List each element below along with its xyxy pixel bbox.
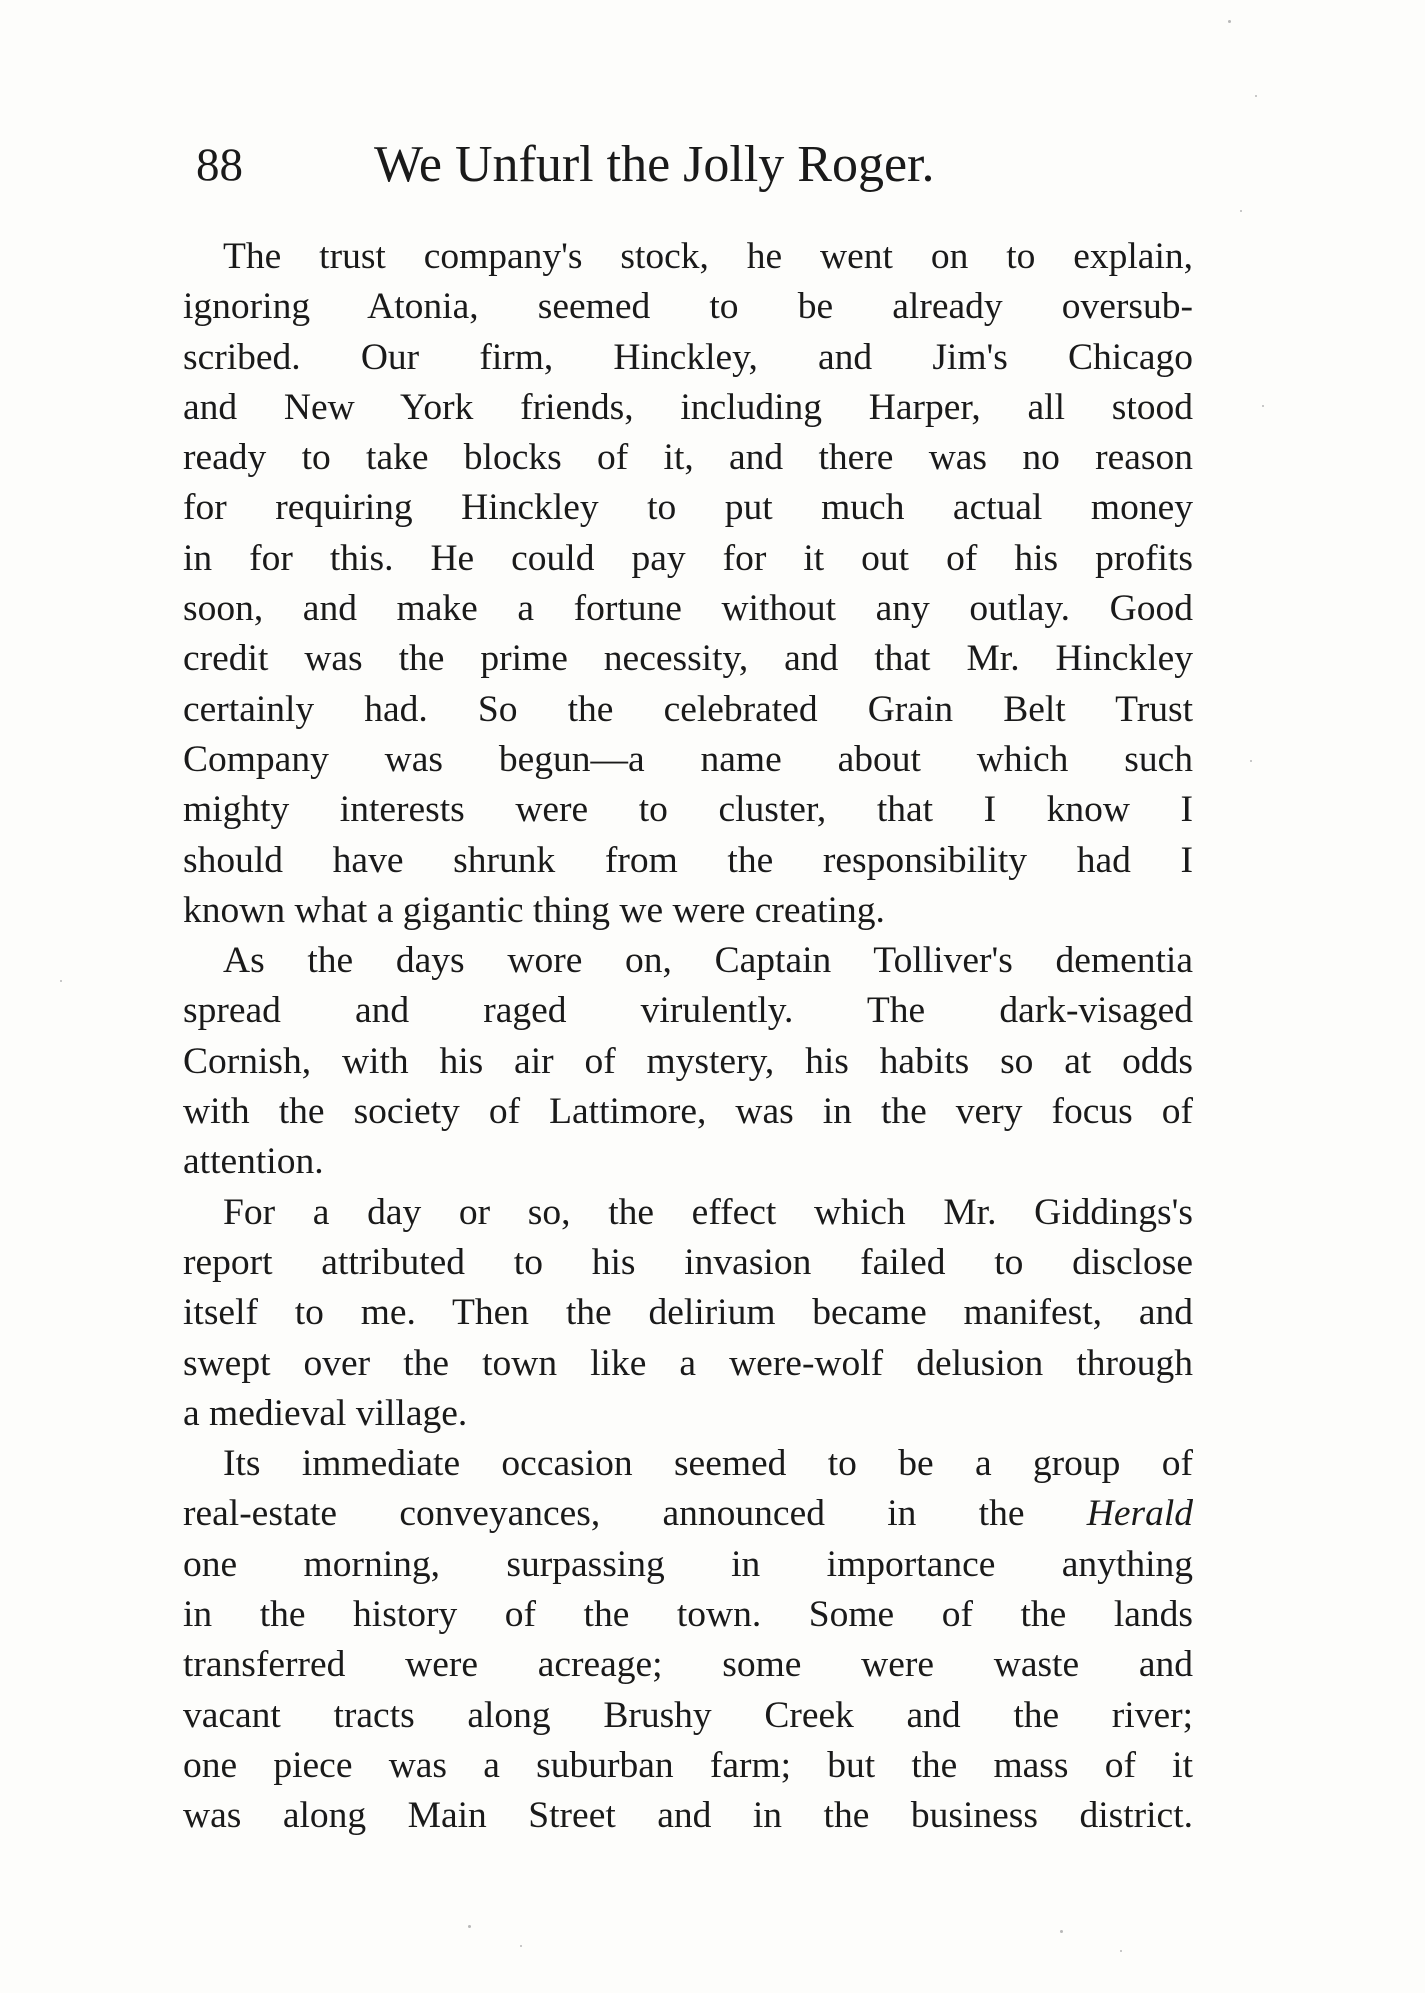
text-line: As the days wore on, Captain Tolliver's dementia bbox=[223, 940, 1193, 982]
scan-speck bbox=[1060, 1930, 1063, 1933]
text-line: one morning, surpassing in importance anything bbox=[183, 1543, 1193, 1585]
text-line: should have shrunk from the responsibility had I bbox=[183, 839, 1193, 881]
text-line: known what a gigantic thing we were creating. bbox=[183, 889, 885, 931]
text-line: and New York friends, including Harper, all stood bbox=[183, 386, 1193, 428]
text-line: report attributed to his invasion failed to disclose bbox=[183, 1241, 1193, 1283]
page-header bbox=[196, 130, 1196, 200]
text-line: Company was begun—a name about which such bbox=[183, 738, 1193, 780]
scan-speck bbox=[1120, 1950, 1122, 1952]
text-line-with-italic bbox=[183, 1489, 1193, 1539]
text-line: The trust company's stock, he went on to explain, bbox=[223, 236, 1193, 277]
text-line: was along Main Street and in the business district. bbox=[183, 1795, 1193, 1837]
scan-speck bbox=[520, 1945, 522, 1947]
scan-speck bbox=[60, 980, 62, 982]
text-line: in for this. He could pay for it out of his profits bbox=[183, 537, 1193, 579]
scan-speck bbox=[1262, 405, 1264, 407]
text-line: spread and raged virulently. The dark-visaged bbox=[183, 990, 1193, 1032]
text-line: one piece was a suburban farm; but the mass of it bbox=[183, 1744, 1193, 1786]
text-line: mighty interests were to cluster, that I know I bbox=[183, 789, 1193, 831]
text-line: in the history of the town. Some of the lands bbox=[183, 1594, 1193, 1636]
text-line: swept over the town like a were-wolf delusion through bbox=[183, 1342, 1193, 1384]
body-text bbox=[183, 232, 1193, 1842]
running-title: We Unfurl the Jolly Roger. bbox=[374, 136, 935, 193]
page-number: 88 bbox=[196, 139, 243, 191]
scan-speck bbox=[1228, 20, 1231, 23]
text-line: For a day or so, the effect which Mr. Giddings's bbox=[223, 1191, 1193, 1233]
text-line: transferred were acreage; some were waste and bbox=[183, 1644, 1193, 1686]
scan-speck bbox=[468, 1925, 471, 1928]
scan-speck bbox=[1255, 95, 1257, 97]
text-line: credit was the prime necessity, and that Mr. Hinckley bbox=[183, 638, 1193, 680]
paragraph-2 bbox=[183, 936, 1193, 1187]
text-line: itself to me. Then the delirium became manifest, and bbox=[183, 1292, 1193, 1334]
text-line: for requiring Hinckley to put much actual money bbox=[183, 487, 1193, 529]
text-line: a medieval village. bbox=[183, 1392, 468, 1434]
text-line: scribed. Our firm, Hinckley, and Jim's Chicago bbox=[183, 336, 1193, 378]
paragraph-4 bbox=[183, 1439, 1193, 1841]
text-line: certainly had. So the celebrated Grain Belt Trust bbox=[183, 688, 1193, 730]
text-line: Its immediate occasion seemed to be a group of bbox=[223, 1443, 1193, 1485]
text-line: attention. bbox=[183, 1141, 324, 1183]
scan-speck bbox=[1250, 760, 1252, 762]
text-line: Cornish, with his air of mystery, his habits so at odds bbox=[183, 1040, 1193, 1082]
text-fragment: real-estate conveyances, announced in the bbox=[183, 1493, 1087, 1535]
text-line: with the society of Lattimore, was in the very focus of bbox=[183, 1091, 1193, 1133]
paragraph-1 bbox=[183, 232, 1193, 936]
text-line: soon, and make a fortune without any outlay. Good bbox=[183, 588, 1193, 630]
text-line: ready to take blocks of it, and there was no reason bbox=[183, 437, 1193, 479]
text-line: ignoring Atonia, seemed to be already oversub- bbox=[183, 286, 1193, 328]
paragraph-3 bbox=[183, 1188, 1193, 1439]
text-line: vacant tracts along Brushy Creek and the river; bbox=[183, 1694, 1193, 1736]
scan-speck bbox=[1240, 210, 1242, 212]
newspaper-name: Herald bbox=[1086, 1493, 1193, 1535]
